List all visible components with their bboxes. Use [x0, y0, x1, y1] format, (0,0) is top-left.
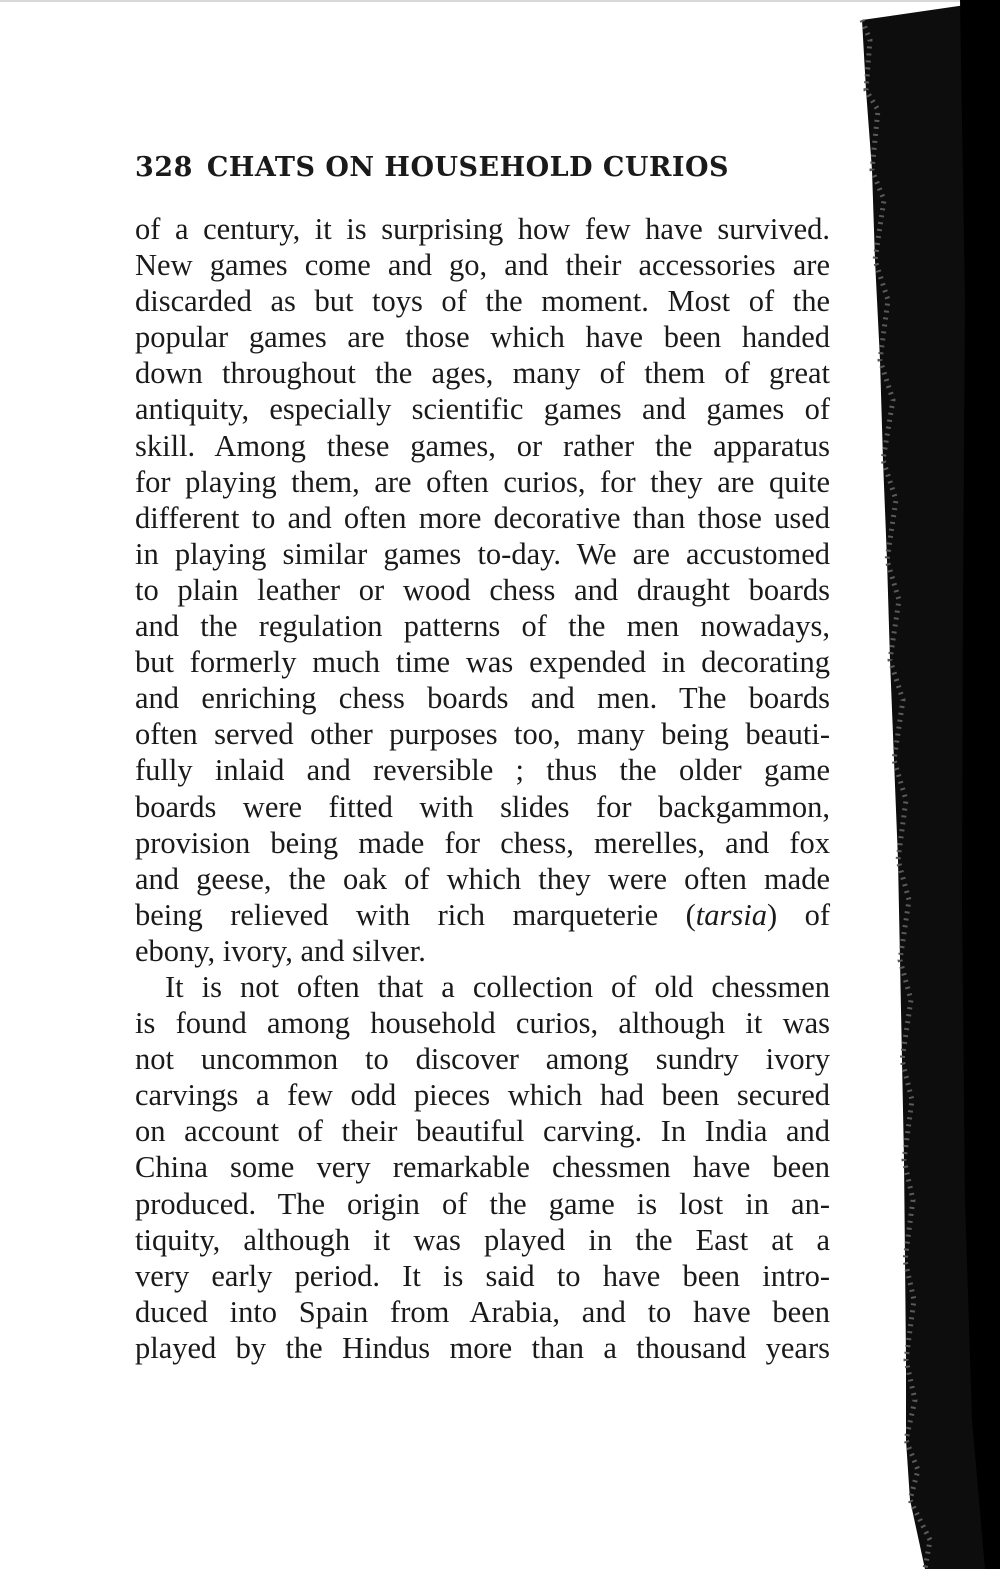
text-line: fully inlaid and reversible ; thus the older game [135, 753, 830, 788]
text-line: different to and often more decorative than those used [135, 500, 830, 535]
text-line: and geese, the oak of which they were often made [135, 861, 830, 896]
page-number: 328 [135, 152, 193, 183]
text-line: played by the Hindus more than a thousand years [135, 1330, 830, 1365]
text-line: boards were fitted with slides for backgammon, [135, 789, 830, 824]
text-line: ebony, ivory, and silver. [135, 933, 426, 968]
italic-term-tarsia: tarsia [695, 897, 767, 932]
text-line: tiquity, although it was played in the East at a [135, 1222, 830, 1257]
text-line: discarded as but toys of the moment. Most of the [135, 284, 830, 319]
text-line: is found among household curios, although it was [135, 1006, 830, 1041]
text-line: It is not often that a collection of old chessmen [165, 969, 830, 1004]
text-line: provision being made for chess, merelles, and fox [135, 825, 830, 860]
text-line: China some very remarkable chessmen have been [135, 1150, 830, 1185]
text-line: on account of their beautiful carving. In India and [135, 1114, 830, 1149]
text-line-with-italic [135, 897, 830, 933]
text-segment: being relieved with rich marqueterie ( [135, 897, 696, 932]
text-line: and enriching chess boards and men. The boards [135, 681, 830, 716]
text-line: often served other purposes too, many being beauti- [135, 717, 830, 752]
text-line: produced. The origin of the game is lost in an- [135, 1186, 830, 1221]
running-header [135, 152, 835, 192]
running-title: CHATS ON HOUSEHOLD CURIOS [206, 152, 730, 183]
text-line: down throughout the ages, many of them of great [135, 356, 830, 391]
text-line: to plain leather or wood chess and draught boards [135, 572, 830, 607]
text-line: very early period. It is said to have been intro- [135, 1258, 830, 1293]
text-line: New games come and go, and their accessories are [135, 248, 830, 283]
paragraph-1 [135, 211, 830, 969]
text-line: skill. Among these games, or rather the apparatus [135, 428, 830, 463]
text-line: in playing similar games to-day. We are accustomed [135, 536, 830, 571]
text-line: antiquity, especially scientific games and games of [135, 392, 830, 427]
text-line: not uncommon to discover among sundry ivory [135, 1042, 830, 1077]
text-line: of a century, it is surprising how few have survived. [135, 212, 830, 246]
text-segment: ) of [766, 897, 830, 932]
text-line: duced into Spain from Arabia, and to have been [135, 1294, 830, 1329]
text-line: but formerly much time was expended in decorating [135, 645, 830, 680]
text-line: for playing them, are often curios, for they are quite [135, 464, 830, 499]
text-line: and the regulation patterns of the men nowadays, [135, 609, 830, 644]
body-text [135, 211, 830, 1366]
text-line: carvings a few odd pieces which had been secured [135, 1078, 830, 1113]
text-line: popular games are those which have been handed [135, 320, 830, 355]
paragraph-2 [135, 969, 830, 1366]
